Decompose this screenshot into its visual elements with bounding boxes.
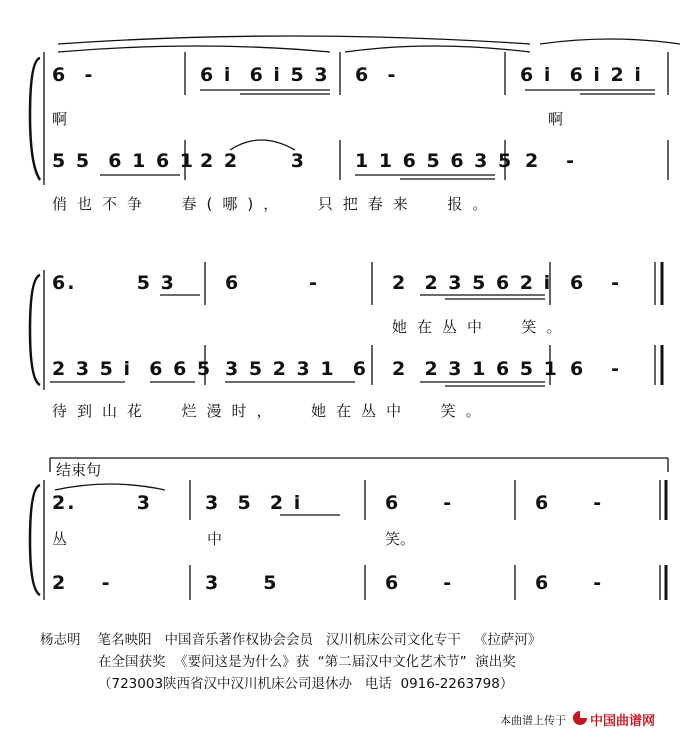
upload-text: 本曲谱上传于 <box>500 714 566 727</box>
section-label: 结束句 <box>56 461 102 479</box>
s3-lyric2: 中 <box>207 530 223 548</box>
s3-lower-bar4: 6 - <box>535 572 604 594</box>
s1-upper-lyric2: 啊 <box>548 110 564 128</box>
credit-line1: 杨志明 笔名映阳 中国音乐著作权协会会员 汉川机床公司文化专干 《拉萨河》 <box>40 632 542 648</box>
s2-upper-lyrics: 她在丛中 笑。 <box>392 318 572 336</box>
system3-brace <box>30 485 40 595</box>
s2-lower-bar4: 6 - <box>570 358 621 380</box>
s1-lower-bar2: 2 2 3 <box>200 150 306 172</box>
s1-upper-lyric1: 啊 <box>52 110 68 128</box>
s3-lower-bar1: 2 - <box>52 572 112 594</box>
s3-lower-bar3: 6 - <box>385 572 454 594</box>
system2-brace <box>30 275 40 385</box>
system1-brace <box>30 58 40 180</box>
s3-upper-bar3: 6 - <box>385 492 454 514</box>
s2-lower-bar1: 2 3 5 i 6 6 5 <box>52 358 213 380</box>
s3-upper-bar2: 3 5 2 i <box>205 492 303 514</box>
s1-lower-bar1: 5 5 6 1 6 1 <box>52 150 196 172</box>
site-name-link[interactable]: 中国曲谱网 <box>590 714 656 729</box>
s1-lower-bar4: 2 - <box>525 150 576 172</box>
s3-upper-bar1: 2. 3 <box>52 492 152 514</box>
s3-lower-bar2: 3 5 <box>205 572 279 594</box>
s2-upper-bar4: 6 - <box>570 272 621 294</box>
s3-lyric1: 丛 <box>52 530 68 548</box>
s2-upper-bar1: 6. 5 3 <box>52 272 176 294</box>
credit-line2: 在全国获奖 《要问这是为什么》获 “第二届汉中文化艺术节” 演出奖 <box>98 654 516 670</box>
credit-line3: （723003陕西省汉中汉川机床公司退休办 电话 0916-2263798） <box>98 676 514 692</box>
s2-lower-lyrics: 待到山花 烂漫时， 她在丛中 笑。 <box>52 402 491 420</box>
s1-upper-bar3: 6 - <box>355 64 398 86</box>
s1-lower-lyrics: 俏也不争 春(哪)， 只把春来 报。 <box>52 195 498 213</box>
s1-lower-bar3: 1 1 6 5 6 3 5 <box>355 150 514 172</box>
s1-upper-bar1: 6 - <box>52 64 95 86</box>
s2-lower-bar3: 2 2 3 1 6 5 1 <box>392 358 559 380</box>
s2-upper-bar2: 6 - <box>225 272 320 294</box>
s1-upper-bar2: 6 i 6 i 5 3 <box>200 64 330 86</box>
s3-lyric3: 笑。 <box>385 530 416 548</box>
s3-upper-bar4: 6 - <box>535 492 604 514</box>
site-logo-icon <box>572 710 588 726</box>
s2-lower-bar2: 3 5 2 3 1 6 <box>225 358 369 380</box>
s2-upper-bar3: 2 2 3 5 6 2 i <box>392 272 553 294</box>
s1-upper-bar4: 6 i 6 i 2 i <box>520 64 643 86</box>
